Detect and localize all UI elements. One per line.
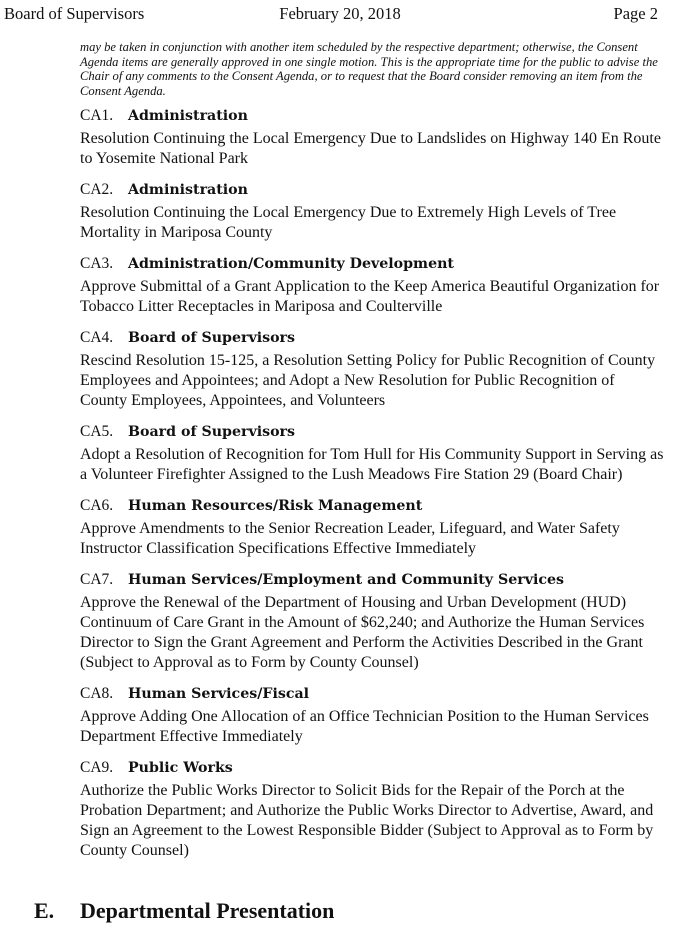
agenda-item-code: CA2.: [80, 181, 114, 198]
section-letter: E.: [34, 898, 55, 923]
agenda-item-heading: [80, 178, 665, 201]
agenda-item-code: CA4.: [80, 329, 114, 346]
agenda-item-code: CA8.: [80, 685, 114, 702]
header-body-name: Board of Supervisors: [4, 4, 145, 23]
agenda-item-ca8: [80, 682, 665, 747]
agenda-item-description: Resolution Continuing the Local Emergency Due to Extremely High Levels of Tree Mortality in Mariposa County: [80, 204, 617, 241]
agenda-item-heading: [80, 568, 665, 591]
agenda-item-heading: [80, 104, 665, 127]
header-date: February 20, 2018: [279, 4, 401, 23]
agenda-item-description: Rescind Resolution 15-125, a Resolution Setting Policy for Public Recognition of County Employees and Appointees; and Adopt a New Resolution for Public Recognition of County Employees, Appointees, and Volunteers: [80, 352, 656, 409]
agenda-item-department: Human Services/Employment and Community Services: [128, 572, 565, 588]
agenda-item-code: CA9.: [80, 759, 114, 776]
agenda-item-description: Resolution Continuing the Local Emergency Due to Landslides on Highway 140 En Route to Yosemite National Park: [80, 130, 661, 167]
agenda-item-code: CA3.: [80, 255, 114, 272]
agenda-item-code: CA1.: [80, 107, 114, 124]
agenda-item-code: CA7.: [80, 571, 114, 588]
agenda-item-heading: [80, 420, 665, 443]
agenda-item-heading: [80, 494, 665, 517]
agenda-item-ca5: [80, 420, 665, 485]
header-page-number: Page 2: [613, 4, 658, 23]
agenda-item-description: Authorize the Public Works Director to Solicit Bids for the Repair of the Porch at the Probation Department; and Authorize the Public Works Director to Advertise, Award, and Sign an Agreement to the Lowest Responsible Bidder (Subject to Approval as to Form by County Counsel): [80, 782, 654, 859]
agenda-item-department: Human Services/Fiscal: [128, 686, 310, 702]
agenda-item-description: Approve Adding One Allocation of an Office Technician Position to the Human Services Department Effective Immediately: [80, 708, 649, 745]
agenda-item-ca9: [80, 756, 665, 861]
agenda-item-code: CA6.: [80, 497, 114, 514]
agenda-item-heading: [80, 252, 665, 275]
consent-agenda-intro: may be taken in conjunction with another item scheduled by the respective department; otherwise, the Consent Agenda items are generally approved in one single motion. This is the appropriate time for the public to advise the Chair of any comments to the Consent Agenda, or to request that the Board consider removing an item from the Consent Agenda.: [80, 40, 658, 98]
agenda-item-description: Approve the Renewal of the Department of Housing and Urban Development (HUD) Continuum of Care Grant in the Amount of $62,240; and Authorize the Human Services Director to Sign the Grant Agreement and Perform the Activities Described in the Grant (Subject to Approval as to Form by County Counsel): [80, 594, 645, 671]
agenda-item-description: Approve Submittal of a Grant Application to the Keep America Beautiful Organization for Tobacco Litter Receptacles in Mariposa and Coulterville: [80, 278, 660, 315]
agenda-item-code: CA5.: [80, 423, 114, 440]
agenda-item-department: Board of Supervisors: [128, 424, 296, 440]
agenda-item-heading: [80, 756, 665, 779]
agenda-item-ca1: [80, 104, 665, 169]
agenda-item-department: Public Works: [128, 760, 233, 776]
agenda-item-ca6: [80, 494, 665, 559]
agenda-item-department: Administration: [128, 182, 248, 198]
agenda-item-ca7: [80, 568, 665, 673]
section-title: Departmental Presentation: [80, 898, 335, 923]
agenda-item-department: Human Resources/Risk Management: [128, 498, 423, 514]
agenda-item-department: Administration/Community Development: [128, 256, 454, 272]
agenda-item-heading: [80, 682, 665, 705]
agenda-item-ca2: [80, 178, 665, 243]
consent-agenda-items: [80, 104, 665, 870]
agenda-item-ca3: [80, 252, 665, 317]
agenda-item-department: Board of Supervisors: [128, 330, 296, 346]
agenda-item-heading: [80, 326, 665, 349]
agenda-item-description: Approve Amendments to the Senior Recreation Leader, Lifeguard, and Water Safety Instructor Classification Specifications Effective Immediately: [80, 520, 620, 557]
agenda-item-description: Adopt a Resolution of Recognition for Tom Hull for His Community Support in Serving as a Volunteer Firefighter Assigned to the Lush Meadows Fire Station 29 (Board Chair): [80, 446, 664, 483]
section-heading: [34, 897, 654, 925]
agenda-item-department: Administration: [128, 108, 248, 124]
page-header: [0, 2, 680, 24]
agenda-item-ca4: [80, 326, 665, 411]
